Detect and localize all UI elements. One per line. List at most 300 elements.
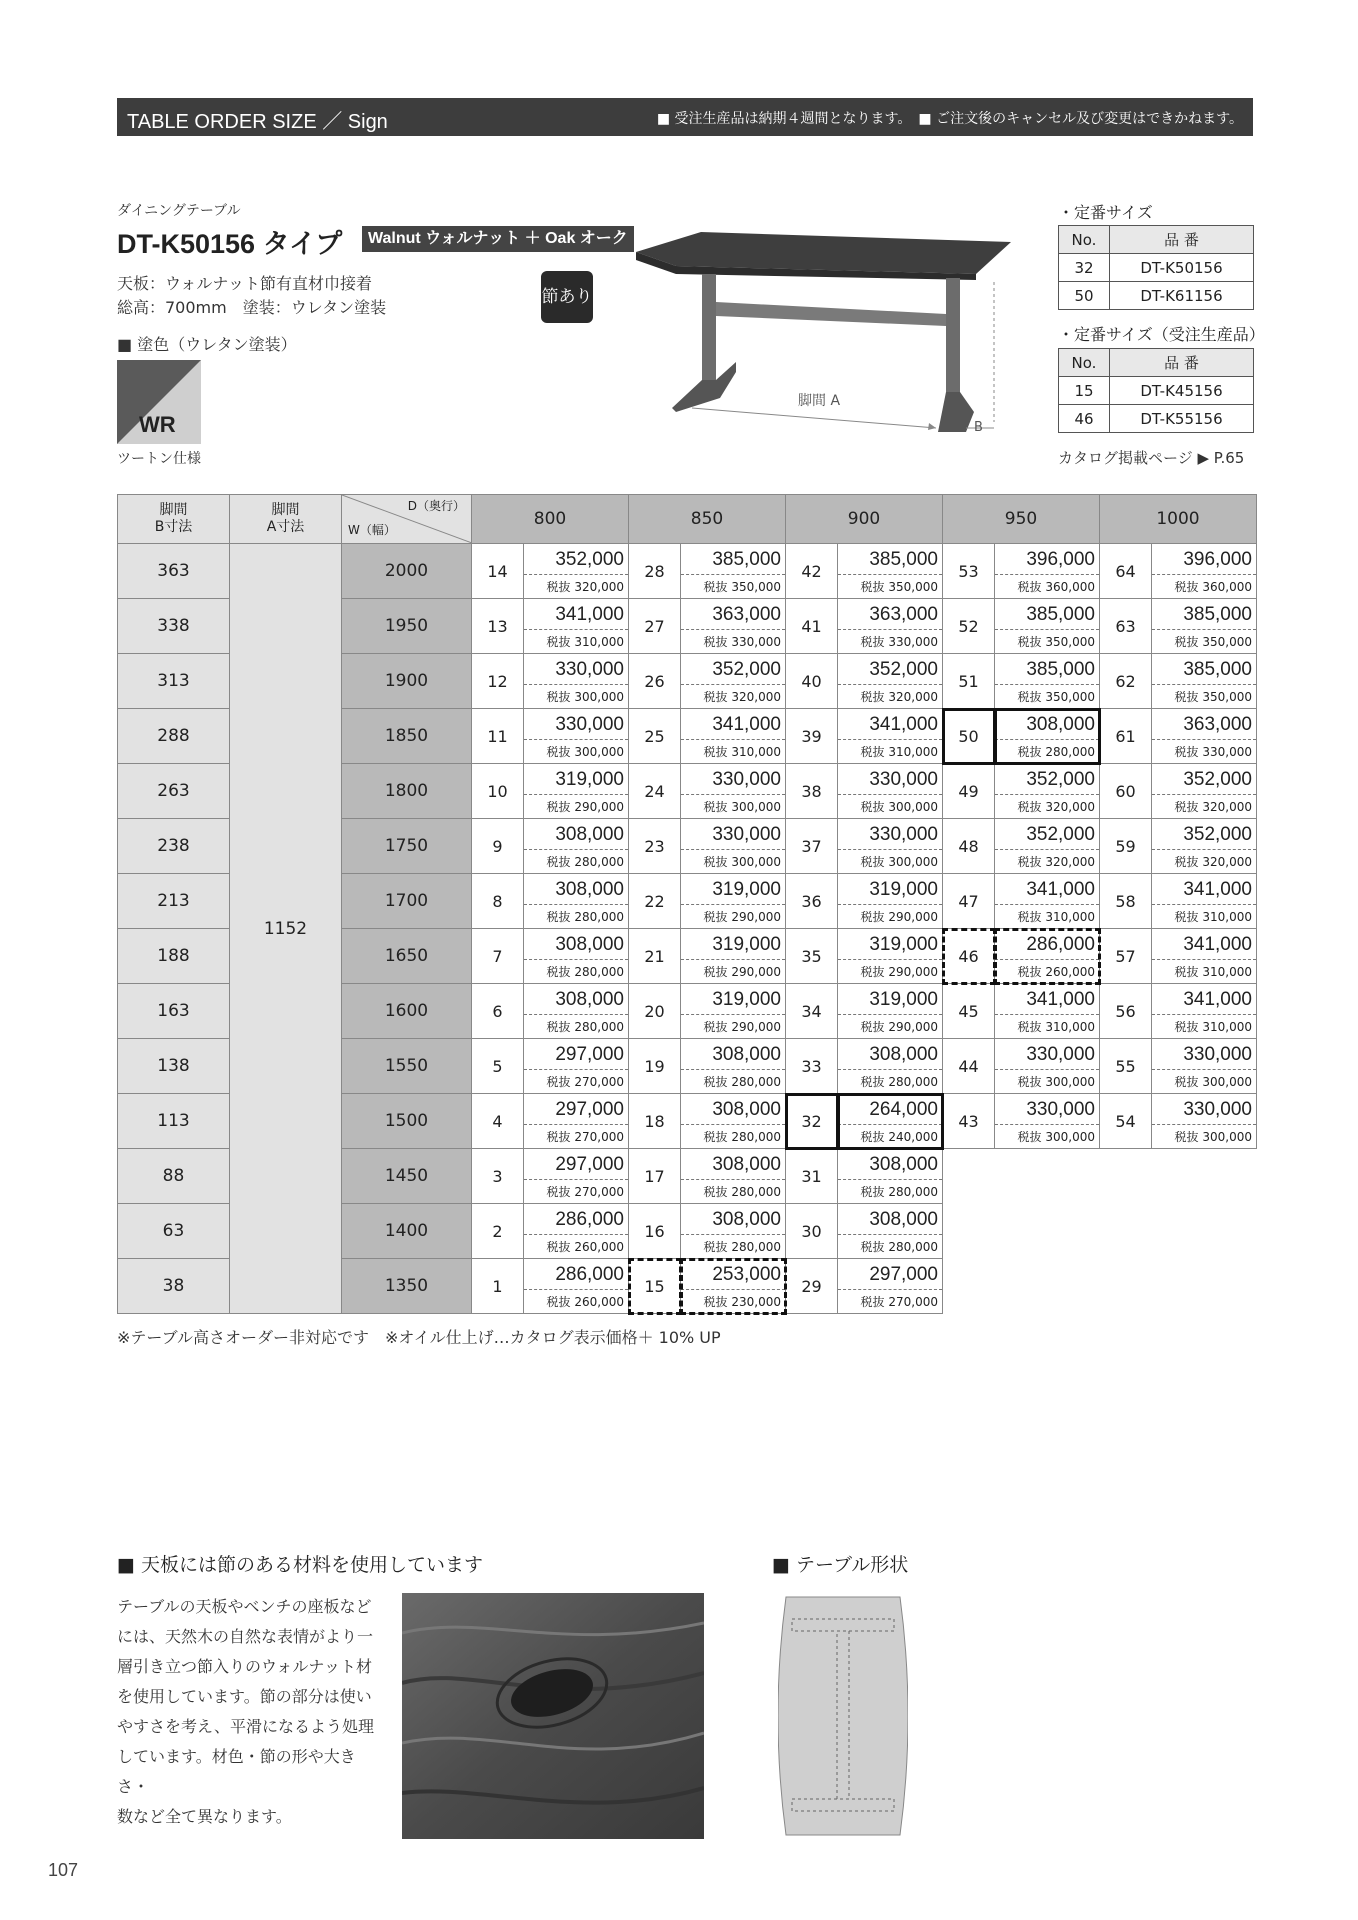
tax-value: 350,000 bbox=[731, 580, 781, 594]
price: 308,000 bbox=[681, 1097, 785, 1125]
price-cell bbox=[1152, 1094, 1257, 1149]
tax-excluded-price bbox=[838, 1015, 942, 1035]
price-table bbox=[117, 494, 1257, 1314]
tax-value: 280,000 bbox=[731, 1075, 781, 1089]
item-number: 18 bbox=[629, 1094, 681, 1149]
price: 341,000 bbox=[681, 712, 785, 740]
item-number: 29 bbox=[786, 1259, 838, 1314]
item-number: 6 bbox=[472, 984, 524, 1039]
price-cell bbox=[1152, 764, 1257, 819]
item-number: 28 bbox=[629, 544, 681, 599]
item-number: 17 bbox=[629, 1149, 681, 1204]
item-number: 50 bbox=[943, 709, 995, 764]
knot-line: 数など全て異なります。 bbox=[117, 1807, 292, 1826]
tax-prefix: 税抜 bbox=[546, 1295, 571, 1309]
tax-value: 350,000 bbox=[1045, 635, 1095, 649]
order-notes: ■ 受注生産品は納期４週間となります。 ■ ご注文後のキャンセル及び変更はできかねます。 bbox=[656, 111, 1243, 127]
price-cell bbox=[995, 654, 1100, 709]
price: 352,000 bbox=[838, 657, 942, 685]
width-value: 1450 bbox=[342, 1149, 472, 1204]
tax-prefix: 税抜 bbox=[860, 1295, 885, 1309]
item-number: 12 bbox=[472, 654, 524, 709]
table-diagram bbox=[636, 222, 1016, 442]
price: 385,000 bbox=[995, 602, 1099, 630]
b-dimension: 263 bbox=[118, 764, 230, 819]
knot-line: テーブルの天板やベンチの座板など bbox=[117, 1597, 372, 1616]
tax-value: 280,000 bbox=[1045, 745, 1095, 759]
tax-prefix: 税抜 bbox=[1174, 580, 1199, 594]
tax-prefix: 税抜 bbox=[1017, 745, 1042, 759]
tax-prefix: 税抜 bbox=[546, 910, 571, 924]
item-number: 31 bbox=[786, 1149, 838, 1204]
item-number: 32 bbox=[786, 1094, 838, 1149]
tax-prefix: 税抜 bbox=[546, 965, 571, 979]
price-cell bbox=[1152, 874, 1257, 929]
tax-value: 290,000 bbox=[574, 800, 624, 814]
price: 363,000 bbox=[1152, 712, 1256, 740]
tax-value: 260,000 bbox=[574, 1240, 624, 1254]
price: 319,000 bbox=[838, 932, 942, 960]
tax-value: 280,000 bbox=[574, 910, 624, 924]
tax-value: 270,000 bbox=[574, 1075, 624, 1089]
item-number: 8 bbox=[472, 874, 524, 929]
price-cell bbox=[1152, 984, 1257, 1039]
tax-value: 360,000 bbox=[1202, 580, 1252, 594]
tax-prefix: 税抜 bbox=[546, 1130, 571, 1144]
tax-excluded-price bbox=[681, 1235, 785, 1255]
tax-excluded-price bbox=[681, 1290, 785, 1310]
tax-value: 260,000 bbox=[1045, 965, 1095, 979]
price-cell bbox=[995, 599, 1100, 654]
tax-value: 310,000 bbox=[1045, 1020, 1095, 1034]
tax-value: 270,000 bbox=[574, 1130, 624, 1144]
tax-value: 300,000 bbox=[1202, 1130, 1252, 1144]
price-cell bbox=[838, 599, 943, 654]
b-dimension: 313 bbox=[118, 654, 230, 709]
tax-value: 300,000 bbox=[731, 800, 781, 814]
tax-prefix: 税抜 bbox=[860, 1130, 885, 1144]
price: 352,000 bbox=[524, 547, 628, 575]
width-value: 1350 bbox=[342, 1259, 472, 1314]
price-cell bbox=[1152, 654, 1257, 709]
price-cell bbox=[524, 544, 629, 599]
price-cell bbox=[524, 874, 629, 929]
tax-value: 310,000 bbox=[888, 745, 938, 759]
tax-excluded-price bbox=[995, 685, 1099, 705]
tax-prefix: 税抜 bbox=[703, 1295, 728, 1309]
tax-excluded-price bbox=[995, 960, 1099, 980]
b-dimension: 88 bbox=[118, 1149, 230, 1204]
empty-cell bbox=[1100, 1149, 1152, 1204]
tax-excluded-price bbox=[681, 685, 785, 705]
order-code: DT-K55156 bbox=[1110, 405, 1254, 433]
price-cell bbox=[681, 1094, 786, 1149]
price: 330,000 bbox=[524, 712, 628, 740]
std-code: DT-K61156 bbox=[1110, 282, 1254, 310]
item-number: 1 bbox=[472, 1259, 524, 1314]
tax-prefix: 税抜 bbox=[1174, 855, 1199, 869]
tax-value: 270,000 bbox=[888, 1295, 938, 1309]
price: 352,000 bbox=[1152, 767, 1256, 795]
price: 308,000 bbox=[524, 987, 628, 1015]
price: 286,000 bbox=[524, 1207, 628, 1235]
tax-prefix: 税抜 bbox=[860, 800, 885, 814]
knot-line: しています。材色・節の形や大きさ・ bbox=[117, 1747, 356, 1796]
tax-prefix: 税抜 bbox=[546, 580, 571, 594]
tax-prefix: 税抜 bbox=[703, 800, 728, 814]
item-number: 42 bbox=[786, 544, 838, 599]
order-size-table bbox=[1058, 348, 1254, 433]
tax-value: 310,000 bbox=[1202, 910, 1252, 924]
width-value: 1550 bbox=[342, 1039, 472, 1094]
tax-excluded-price bbox=[681, 575, 785, 595]
tax-excluded-price bbox=[1152, 850, 1256, 870]
width-value: 1600 bbox=[342, 984, 472, 1039]
table-shape-diagram bbox=[778, 1593, 908, 1839]
price: 319,000 bbox=[838, 877, 942, 905]
item-number: 16 bbox=[629, 1204, 681, 1259]
depth-header: 900 bbox=[786, 495, 943, 544]
tax-prefix: 税抜 bbox=[703, 1240, 728, 1254]
price-cell bbox=[995, 544, 1100, 599]
width-value: 1650 bbox=[342, 929, 472, 984]
tax-excluded-price bbox=[838, 960, 942, 980]
price-cell bbox=[524, 929, 629, 984]
tax-excluded-price bbox=[1152, 960, 1256, 980]
price: 352,000 bbox=[681, 657, 785, 685]
tax-prefix: 税抜 bbox=[703, 1075, 728, 1089]
tax-excluded-price bbox=[524, 1125, 628, 1145]
knot-description bbox=[117, 1592, 387, 1832]
price: 308,000 bbox=[524, 877, 628, 905]
tax-excluded-price bbox=[1152, 685, 1256, 705]
item-number: 34 bbox=[786, 984, 838, 1039]
tax-prefix: 税抜 bbox=[860, 855, 885, 869]
tax-value: 280,000 bbox=[574, 1020, 624, 1034]
tax-prefix: 税抜 bbox=[546, 1240, 571, 1254]
tax-prefix: 税抜 bbox=[546, 800, 571, 814]
tax-excluded-price bbox=[1152, 630, 1256, 650]
price-cell bbox=[1152, 819, 1257, 874]
b-dimension: 38 bbox=[118, 1259, 230, 1314]
item-number: 10 bbox=[472, 764, 524, 819]
tax-excluded-price bbox=[1152, 1015, 1256, 1035]
tax-excluded-price bbox=[995, 740, 1099, 760]
tax-excluded-price bbox=[838, 1070, 942, 1090]
tax-prefix: 税抜 bbox=[1017, 1075, 1042, 1089]
tax-excluded-price bbox=[838, 1180, 942, 1200]
tax-value: 240,000 bbox=[888, 1130, 938, 1144]
price: 396,000 bbox=[1152, 547, 1256, 575]
width-value: 1700 bbox=[342, 874, 472, 929]
price: 330,000 bbox=[995, 1097, 1099, 1125]
tax-value: 280,000 bbox=[888, 1240, 938, 1254]
price: 319,000 bbox=[681, 877, 785, 905]
order-no: 15 bbox=[1059, 377, 1110, 405]
price-cell bbox=[524, 1204, 629, 1259]
tax-prefix: 税抜 bbox=[860, 745, 885, 759]
depth-header: 1000 bbox=[1100, 495, 1257, 544]
b-dimension: 138 bbox=[118, 1039, 230, 1094]
item-number: 2 bbox=[472, 1204, 524, 1259]
price-cell bbox=[524, 599, 629, 654]
swatch-code: WR bbox=[139, 412, 176, 437]
tax-excluded-price bbox=[1152, 905, 1256, 925]
std-code: DT-K50156 bbox=[1110, 254, 1254, 282]
tax-prefix: 税抜 bbox=[1017, 690, 1042, 704]
tax-prefix: 税抜 bbox=[546, 745, 571, 759]
std-col-no: No. bbox=[1059, 226, 1110, 254]
order-code: DT-K45156 bbox=[1110, 377, 1254, 405]
price-cell bbox=[524, 654, 629, 709]
empty-cell bbox=[943, 1149, 995, 1204]
price-cell bbox=[524, 1039, 629, 1094]
tax-prefix: 税抜 bbox=[860, 965, 885, 979]
tax-value: 280,000 bbox=[888, 1075, 938, 1089]
item-number: 54 bbox=[1100, 1094, 1152, 1149]
tax-value: 290,000 bbox=[731, 910, 781, 924]
price: 385,000 bbox=[838, 547, 942, 575]
price: 352,000 bbox=[995, 767, 1099, 795]
item-number: 61 bbox=[1100, 709, 1152, 764]
price-cell bbox=[995, 1094, 1100, 1149]
price-cell bbox=[995, 1039, 1100, 1094]
price: 297,000 bbox=[524, 1097, 628, 1125]
price-cell bbox=[681, 654, 786, 709]
item-number: 41 bbox=[786, 599, 838, 654]
tax-prefix: 税抜 bbox=[1017, 1020, 1042, 1034]
price: 330,000 bbox=[838, 822, 942, 850]
price: 341,000 bbox=[995, 877, 1099, 905]
tax-excluded-price bbox=[1152, 740, 1256, 760]
price-cell bbox=[838, 1204, 943, 1259]
tax-excluded-price bbox=[681, 1070, 785, 1090]
tax-excluded-price bbox=[838, 850, 942, 870]
item-number: 51 bbox=[943, 654, 995, 709]
shape-section-title: ■ テーブル形状 bbox=[772, 1554, 909, 1576]
price-cell bbox=[995, 819, 1100, 874]
price-cell bbox=[838, 544, 943, 599]
tax-prefix: 税抜 bbox=[703, 965, 728, 979]
width-value: 1850 bbox=[342, 709, 472, 764]
item-number: 44 bbox=[943, 1039, 995, 1094]
tax-excluded-price bbox=[524, 1070, 628, 1090]
catalog-reference: カタログ掲載ページ ▶ P.65 bbox=[1058, 449, 1245, 467]
tax-prefix: 税抜 bbox=[860, 1020, 885, 1034]
price-cell bbox=[681, 1149, 786, 1204]
price-cell bbox=[524, 764, 629, 819]
tax-prefix: 税抜 bbox=[860, 1075, 885, 1089]
price-cell bbox=[1152, 599, 1257, 654]
tax-excluded-price bbox=[995, 1015, 1099, 1035]
price: 308,000 bbox=[524, 822, 628, 850]
header-width-label: W（幅） bbox=[348, 523, 396, 537]
tax-value: 300,000 bbox=[888, 855, 938, 869]
tax-excluded-price bbox=[524, 850, 628, 870]
tax-value: 310,000 bbox=[1202, 1020, 1252, 1034]
width-value: 1750 bbox=[342, 819, 472, 874]
tax-excluded-price bbox=[524, 740, 628, 760]
price: 286,000 bbox=[995, 932, 1099, 960]
price: 363,000 bbox=[838, 602, 942, 630]
empty-cell bbox=[995, 1259, 1100, 1314]
price-cell bbox=[524, 1259, 629, 1314]
price: 330,000 bbox=[681, 822, 785, 850]
depth-header: 800 bbox=[472, 495, 629, 544]
std-col-code: 品 番 bbox=[1110, 226, 1254, 254]
header-depth-label: D（奥行） bbox=[407, 499, 465, 513]
order-no: 46 bbox=[1059, 405, 1110, 433]
tax-excluded-price bbox=[995, 630, 1099, 650]
item-number: 14 bbox=[472, 544, 524, 599]
b-dimension: 163 bbox=[118, 984, 230, 1039]
price-cell bbox=[995, 764, 1100, 819]
swatch-caption: ツートン仕様 bbox=[117, 451, 201, 467]
price-cell bbox=[838, 874, 943, 929]
empty-cell bbox=[1152, 1149, 1257, 1204]
width-value: 1950 bbox=[342, 599, 472, 654]
b-dimension: 63 bbox=[118, 1204, 230, 1259]
price-cell bbox=[995, 929, 1100, 984]
color-swatch bbox=[117, 360, 201, 444]
price-cell bbox=[1152, 709, 1257, 764]
item-number: 58 bbox=[1100, 874, 1152, 929]
price: 319,000 bbox=[524, 767, 628, 795]
tax-prefix: 税抜 bbox=[546, 1185, 571, 1199]
tax-prefix: 税抜 bbox=[703, 745, 728, 759]
tax-excluded-price bbox=[681, 1180, 785, 1200]
std-no: 50 bbox=[1059, 282, 1110, 310]
order-col-code: 品 番 bbox=[1110, 349, 1254, 377]
tax-excluded-price bbox=[681, 630, 785, 650]
tax-excluded-price bbox=[995, 1125, 1099, 1145]
price: 385,000 bbox=[681, 547, 785, 575]
tax-prefix: 税抜 bbox=[546, 1075, 571, 1089]
tax-value: 350,000 bbox=[888, 580, 938, 594]
price: 330,000 bbox=[1152, 1042, 1256, 1070]
tax-value: 310,000 bbox=[1202, 965, 1252, 979]
item-number: 62 bbox=[1100, 654, 1152, 709]
tax-prefix: 税抜 bbox=[1017, 800, 1042, 814]
header-a: 脚間 A寸法 bbox=[230, 495, 342, 544]
price: 341,000 bbox=[838, 712, 942, 740]
tax-prefix: 税抜 bbox=[1174, 965, 1199, 979]
tax-value: 300,000 bbox=[731, 855, 781, 869]
tax-value: 230,000 bbox=[731, 1295, 781, 1309]
item-number: 25 bbox=[629, 709, 681, 764]
tax-prefix: 税抜 bbox=[546, 690, 571, 704]
item-number: 37 bbox=[786, 819, 838, 874]
tax-value: 270,000 bbox=[574, 1185, 624, 1199]
tax-excluded-price bbox=[524, 630, 628, 650]
price-cell bbox=[681, 819, 786, 874]
price-cell bbox=[681, 709, 786, 764]
price-cell bbox=[681, 984, 786, 1039]
price-cell bbox=[524, 1149, 629, 1204]
tax-excluded-price bbox=[681, 1125, 785, 1145]
knot-line: 層引き立つ節入りのウォルナット材 bbox=[117, 1657, 373, 1676]
tax-excluded-price bbox=[838, 1125, 942, 1145]
width-value: 1400 bbox=[342, 1204, 472, 1259]
price: 385,000 bbox=[1152, 657, 1256, 685]
tax-prefix: 税抜 bbox=[703, 855, 728, 869]
a-dimension: 1152 bbox=[230, 544, 342, 1314]
tax-prefix: 税抜 bbox=[703, 690, 728, 704]
empty-cell bbox=[1100, 1204, 1152, 1259]
tax-excluded-price bbox=[995, 795, 1099, 815]
wood-badge: Walnut ウォルナット ＋ Oak オーク bbox=[362, 226, 634, 252]
item-number: 35 bbox=[786, 929, 838, 984]
tax-value: 310,000 bbox=[1045, 910, 1095, 924]
tax-value: 310,000 bbox=[574, 635, 624, 649]
item-number: 5 bbox=[472, 1039, 524, 1094]
price-cell bbox=[681, 1259, 786, 1314]
knot-wood-photo bbox=[402, 1593, 704, 1839]
price-cell bbox=[681, 1039, 786, 1094]
tax-value: 290,000 bbox=[888, 910, 938, 924]
price: 319,000 bbox=[681, 987, 785, 1015]
tax-value: 300,000 bbox=[888, 800, 938, 814]
tax-value: 290,000 bbox=[888, 1020, 938, 1034]
tax-excluded-price bbox=[995, 905, 1099, 925]
price-cell bbox=[524, 1094, 629, 1149]
tax-prefix: 税抜 bbox=[860, 580, 885, 594]
tax-value: 280,000 bbox=[731, 1240, 781, 1254]
item-number: 45 bbox=[943, 984, 995, 1039]
price-cell bbox=[524, 984, 629, 1039]
tax-excluded-price bbox=[681, 1015, 785, 1035]
b-dimension: 188 bbox=[118, 929, 230, 984]
tax-value: 320,000 bbox=[1045, 855, 1095, 869]
price: 341,000 bbox=[1152, 932, 1256, 960]
price: 319,000 bbox=[681, 932, 785, 960]
knot-line: を使用しています。節の部分は使い bbox=[117, 1687, 372, 1706]
b-dimension: 363 bbox=[118, 544, 230, 599]
empty-cell bbox=[943, 1259, 995, 1314]
tax-prefix: 税抜 bbox=[1017, 635, 1042, 649]
tax-excluded-price bbox=[995, 575, 1099, 595]
tax-value: 320,000 bbox=[574, 580, 624, 594]
tax-prefix: 税抜 bbox=[1017, 855, 1042, 869]
price: 308,000 bbox=[681, 1042, 785, 1070]
item-number: 60 bbox=[1100, 764, 1152, 819]
tax-prefix: 税抜 bbox=[703, 1130, 728, 1144]
price-cell bbox=[995, 984, 1100, 1039]
price: 352,000 bbox=[995, 822, 1099, 850]
price-cell bbox=[838, 1039, 943, 1094]
tax-excluded-price bbox=[524, 1180, 628, 1200]
price-cell bbox=[838, 1149, 943, 1204]
tax-value: 290,000 bbox=[731, 1020, 781, 1034]
price: 341,000 bbox=[995, 987, 1099, 1015]
tax-value: 320,000 bbox=[731, 690, 781, 704]
price: 264,000 bbox=[838, 1097, 942, 1125]
price: 319,000 bbox=[838, 987, 942, 1015]
item-number: 36 bbox=[786, 874, 838, 929]
tax-excluded-price bbox=[524, 1015, 628, 1035]
tax-value: 350,000 bbox=[1045, 690, 1095, 704]
tax-value: 330,000 bbox=[888, 635, 938, 649]
tax-excluded-price bbox=[838, 795, 942, 815]
tax-value: 300,000 bbox=[1045, 1130, 1095, 1144]
tax-excluded-price bbox=[838, 905, 942, 925]
footnote: ※テーブル高さオーダー非対応です ※オイル仕上げ…カタログ表示価格＋ 10% UP bbox=[117, 1328, 721, 1347]
tax-prefix: 税抜 bbox=[1174, 800, 1199, 814]
tax-excluded-price bbox=[1152, 575, 1256, 595]
price: 253,000 bbox=[681, 1262, 785, 1290]
price: 308,000 bbox=[838, 1207, 942, 1235]
tax-value: 280,000 bbox=[574, 965, 624, 979]
